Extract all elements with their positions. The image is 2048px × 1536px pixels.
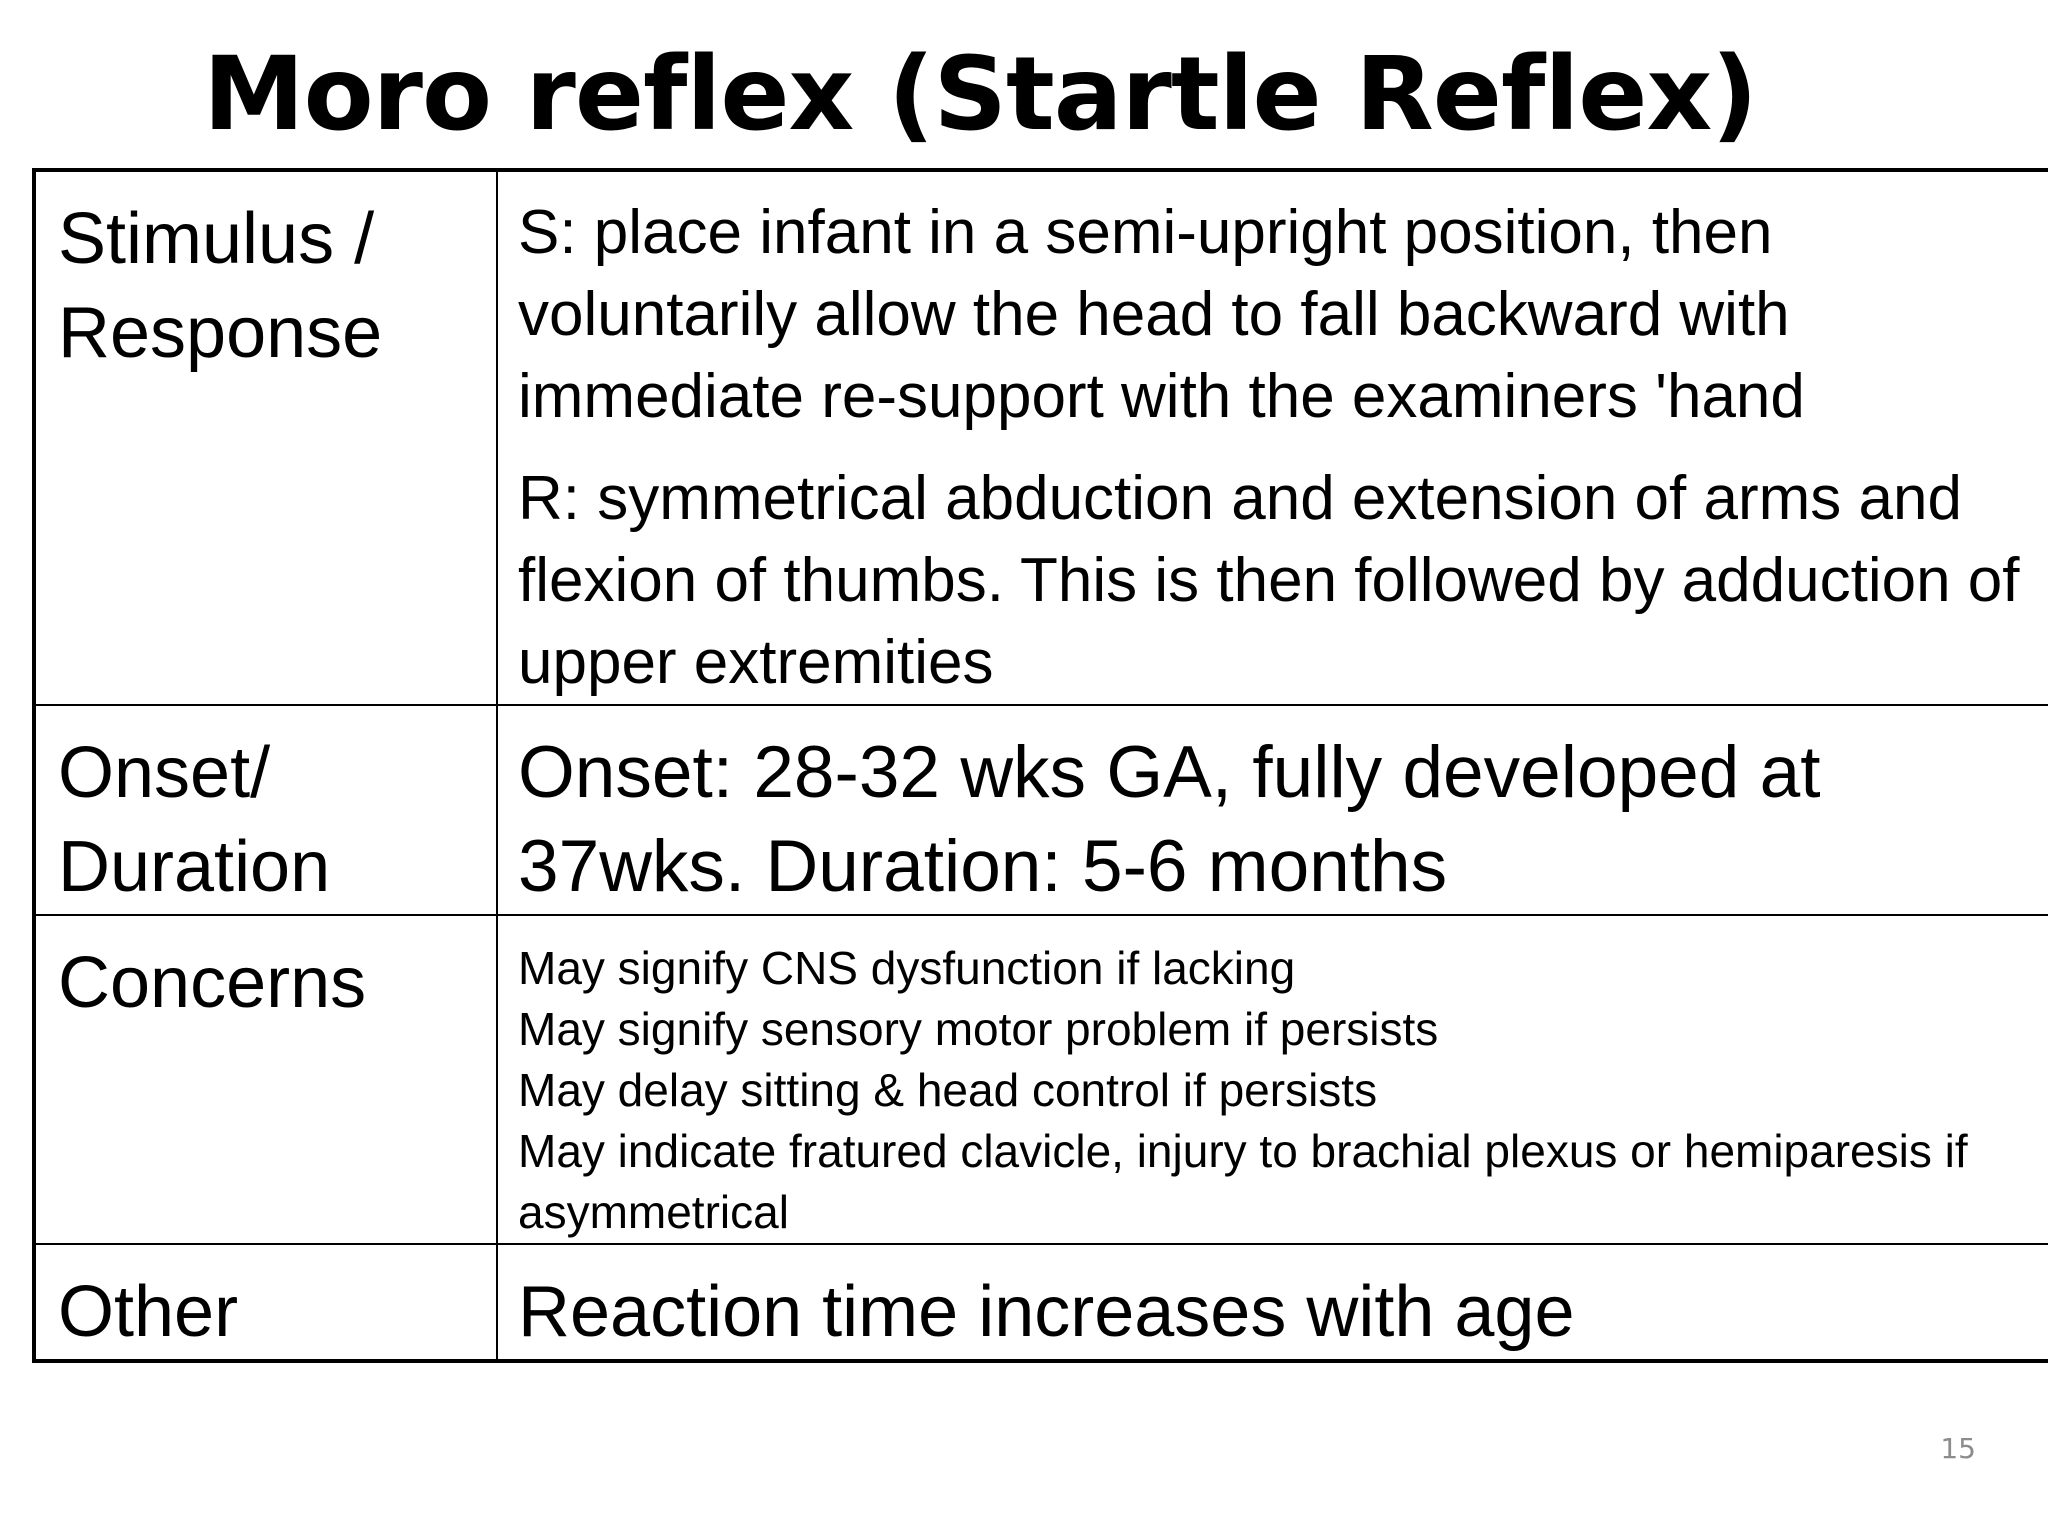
page-number: 15 xyxy=(1940,1432,1976,1465)
slide-title: Moro reflex (Startle Reflex) xyxy=(203,35,1757,154)
onset-duration-text: Onset: 28-32 wks GA, fully developed at 37wks. Duration: 5-6 months xyxy=(518,732,1821,907)
row-content-cell xyxy=(497,705,2048,915)
row-content-cell xyxy=(497,1244,2048,1361)
concern-line: May signify CNS dysfunction if lacking xyxy=(518,942,1296,994)
row-label-cell xyxy=(34,1244,497,1361)
concern-line: May signify sensory motor problem if persists xyxy=(518,1003,1439,1055)
row-label-other: Other xyxy=(58,1272,239,1352)
reflex-table xyxy=(32,168,2048,1363)
row-content-cell xyxy=(497,170,2048,705)
row-label-stimulus-response: Stimulus / Response xyxy=(58,199,383,373)
response-text: R: symmetrical abduction and extension of arms and flexion of thumbs. This is then followed by adduction of upper extremities xyxy=(518,464,2020,697)
row-label-onset-duration: Onset/ Duration xyxy=(58,733,331,907)
concern-line: May indicate fratured clavicle, injury to brachial plexus or hemiparesis if asymmetrical xyxy=(518,1125,1968,1238)
other-text: Reaction time increases with age xyxy=(518,1272,1575,1352)
row-label-cell xyxy=(34,170,497,705)
row-label-cell xyxy=(34,705,497,915)
row-content-cell xyxy=(497,915,2048,1244)
table-row-concerns xyxy=(34,915,2048,1244)
table-row-other xyxy=(34,1244,2048,1361)
row-label-concerns: Concerns xyxy=(58,943,367,1023)
table-row-stimulus-response xyxy=(34,170,2048,705)
row-label-cell xyxy=(34,915,497,1244)
concern-line: May delay sitting & head control if persists xyxy=(518,1064,1378,1116)
table-row-onset-duration xyxy=(34,705,2048,915)
stimulus-text: S: place infant in a semi-upright position, then voluntarily allow the head to fall backward with immediate re-support with the examiners 'hand xyxy=(518,198,1805,431)
